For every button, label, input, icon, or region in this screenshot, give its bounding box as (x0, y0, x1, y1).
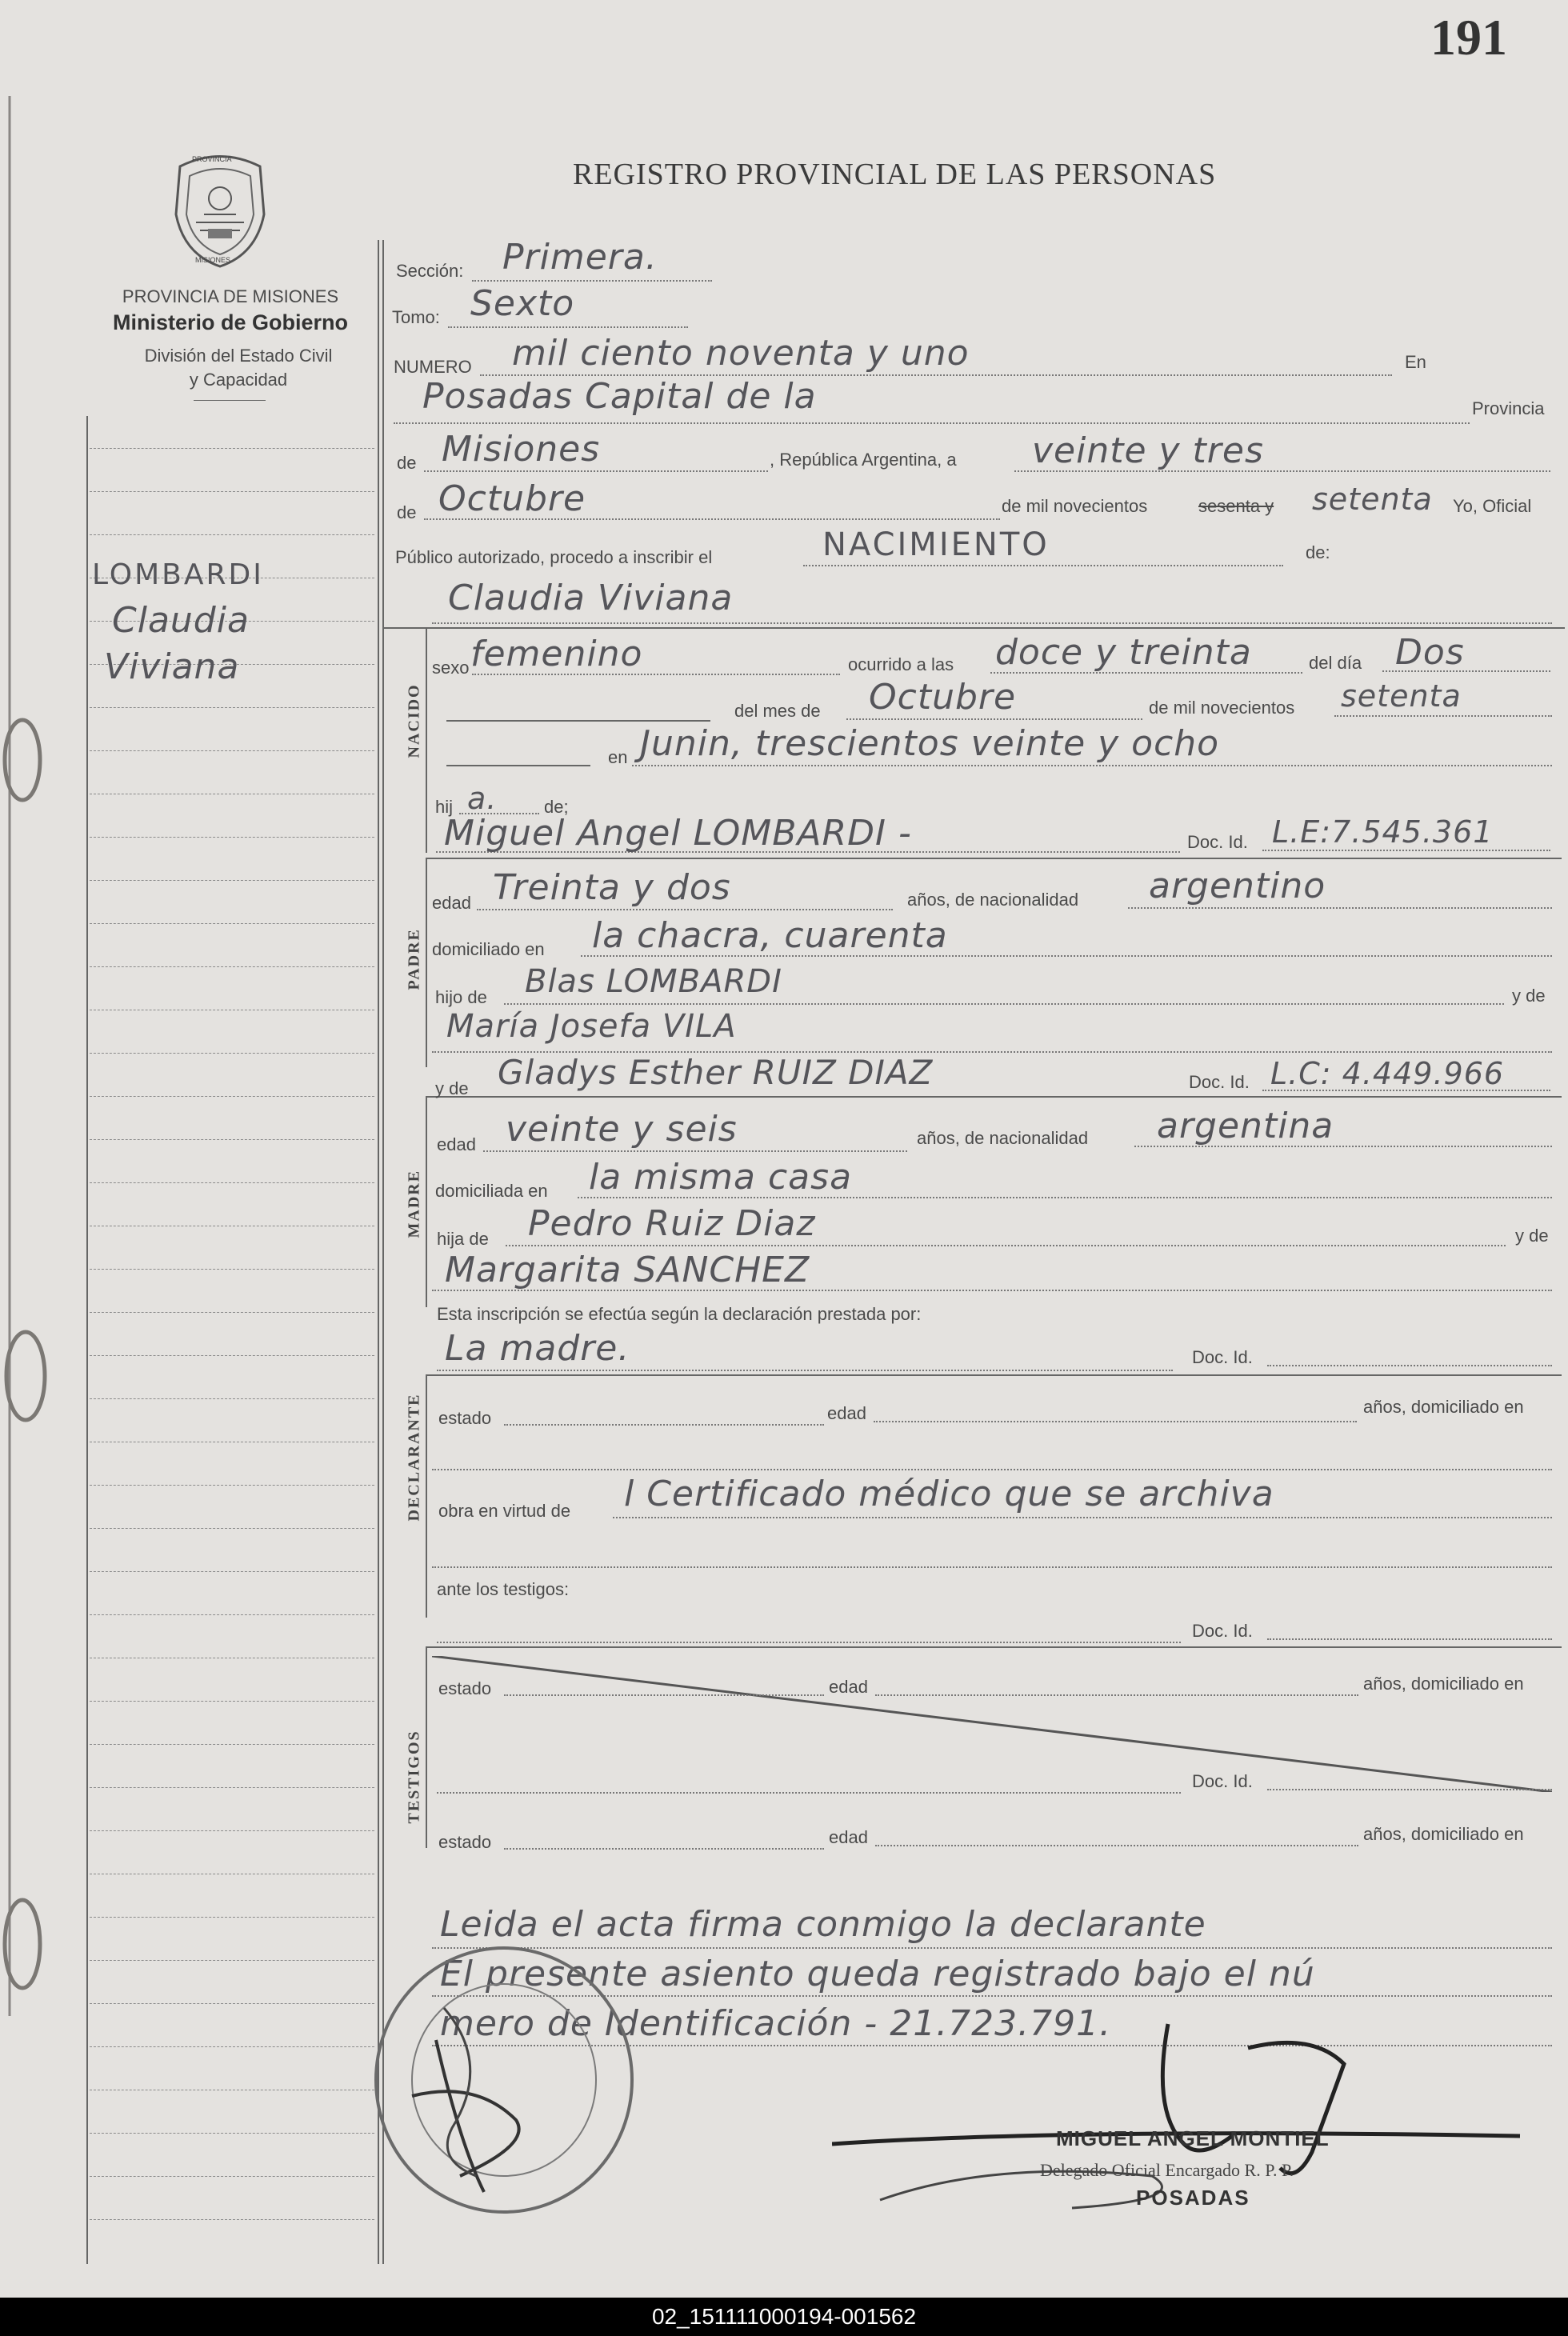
padre-edad-value: Treinta y dos (493, 867, 731, 908)
testigos-label: TESTIGOS (405, 1730, 423, 1824)
margin-rule (90, 1571, 374, 1572)
document-title: REGISTRO PROVINCIAL DE LAS PERSONAS (573, 158, 1217, 191)
madre-dom-value: la misma casa (589, 1157, 853, 1198)
seccion-label: Sección: (396, 261, 464, 281)
padre-nombre-value: Miguel Angel LOMBARDI - (444, 813, 912, 854)
madre-y-de-label-2: y de (1515, 1226, 1549, 1246)
margin-rule (90, 880, 374, 881)
stamp-name: MIGUEL ANGEL MONTIEL (1056, 2126, 1330, 2150)
padre-edad-label: edad (432, 893, 471, 913)
obra-value: l Certificado médico que se archiva (624, 1474, 1274, 1514)
image-id-footer: 02_151111000194-001562 (0, 2298, 1568, 2336)
declarante-value: La madre. (445, 1328, 630, 1369)
margin-rule (90, 1355, 374, 1356)
publico-label: Público autorizado, procedo a inscribir el (395, 547, 713, 567)
margin-rule (90, 534, 374, 535)
madre-y-de-label: y de (435, 1078, 469, 1098)
hij-label: hij (435, 797, 454, 817)
hij-suffix-value: a. (467, 781, 498, 816)
margin-rule (90, 1744, 374, 1745)
margin-rule (90, 1830, 374, 1831)
margin-rule (90, 1614, 374, 1615)
de-mil-label-2: de mil novecientos (1149, 698, 1295, 718)
division-label-2: y Capacidad (189, 370, 288, 390)
official-round-stamp-icon (364, 1936, 644, 2224)
inscripcion-label: Esta inscripción se efectúa según la declaración prestada por: (437, 1304, 922, 1324)
margin-surname: LOMBARDI (92, 558, 264, 591)
margin-rule (90, 1485, 374, 1486)
provincia-value: Misiones (442, 429, 601, 470)
de-label-1: de (397, 453, 417, 473)
de-label-2: de (397, 502, 417, 522)
padre-dom-value: la chacra, cuarenta (592, 915, 948, 956)
padre-padre-value: Blas LOMBARDI (525, 963, 782, 1000)
yo-oficial-label: Yo, Oficial (1453, 496, 1532, 516)
margin-rule (90, 2133, 374, 2134)
margin-rule (90, 923, 374, 924)
padre-hijo-label: hijo de (435, 987, 487, 1007)
ministry-label: Ministerio de Gobierno (112, 310, 349, 334)
margin-rule (90, 1701, 374, 1702)
de-label-4: de; (544, 797, 569, 817)
madre-dom-label: domiciliada en (435, 1181, 548, 1201)
testigo2-doc-label: Doc. Id. (1192, 1771, 1253, 1791)
margin-middlename: Viviana (104, 646, 240, 687)
seal-top-text: PROVINCIA (192, 155, 232, 163)
margin-rule (90, 1269, 374, 1270)
mes-nac-value: Octubre (869, 677, 1017, 718)
margin-rule (90, 1053, 374, 1054)
margin-rule (90, 1096, 374, 1097)
provincia-label: Provincia (1472, 398, 1545, 418)
sexo-label: sexo (432, 658, 470, 678)
margin-rule (90, 1528, 374, 1529)
madre-hija-label: hija de (437, 1229, 489, 1249)
seccion-value: Primera. (502, 237, 658, 278)
madre-edad-label: edad (437, 1134, 476, 1154)
madre-padre-value: Pedro Ruiz Diaz (528, 1203, 816, 1244)
margin-rule (90, 1398, 374, 1399)
testigo2-anos-label: años, domiciliado en (1363, 1824, 1524, 1844)
testigo1-estado-label: estado (438, 1678, 492, 1698)
stamp-role: Delegado Oficial Encargado R. P. P. (1040, 2160, 1294, 2180)
del-dia-label: del día (1309, 653, 1362, 673)
ante-testigos-label: ante los testigos: (437, 1579, 570, 1599)
margin-rule (90, 837, 374, 838)
testigo2-estado-label: estado (438, 1832, 492, 1852)
seal-bottom-text: MISIONES (195, 256, 231, 264)
testigo2-edad-label: edad (829, 1827, 868, 1847)
padre-doc-label: Doc. Id. (1187, 832, 1248, 852)
sexo-value: femenino (470, 634, 643, 674)
margin-rule (90, 966, 374, 967)
declarante-estado-label: estado (438, 1408, 492, 1428)
madre-doc-value: L.C: 4.449.966 (1270, 1056, 1505, 1091)
declarante-label: DECLARANTE (405, 1393, 423, 1522)
de-mil-label: de mil novecientos (1002, 496, 1148, 516)
stamp-city: POSADAS (1136, 2186, 1250, 2210)
margin-rule (90, 1312, 374, 1313)
numero-value: mil ciento noventa y uno (512, 333, 970, 374)
provincial-seal-icon (164, 150, 276, 270)
cierre-linea-2: El presente asiento queda registrado bajo el nú (440, 1954, 1315, 1994)
madre-label: MADRE (405, 1169, 423, 1238)
dia-value: Dos (1395, 632, 1465, 673)
margin-rule (90, 2003, 374, 2004)
testigo1-doc-label: Doc. Id. (1192, 1621, 1253, 1641)
obra-label: obra en virtud de (438, 1501, 571, 1521)
margin-rule (90, 1917, 374, 1918)
tomo-value: Sexto (470, 283, 575, 324)
madre-nac-label: años, de nacionalidad (917, 1128, 1089, 1148)
hora-value: doce y treinta (995, 632, 1252, 673)
sesenta-label: sesenta y (1198, 496, 1274, 516)
madre-madre-value: Margarita SANCHEZ (445, 1250, 810, 1290)
margin-rule (90, 1182, 374, 1183)
numero-label: NUMERO (394, 357, 472, 377)
nombre-value: Claudia Viviana (448, 578, 734, 618)
declarante-anos-label: años, domiciliado en (1363, 1397, 1524, 1417)
en-label-2: en (608, 747, 628, 767)
padre-madre-value: María Josefa VILA (446, 1008, 737, 1045)
margin-rule (90, 2046, 374, 2047)
tomo-label: Tomo: (392, 307, 440, 327)
madre-edad-value: veinte y seis (506, 1109, 738, 1150)
nacido-label: NACIDO (405, 683, 423, 758)
testigo1-anos-label: años, domiciliado en (1363, 1674, 1524, 1694)
del-mes-label: del mes de (734, 701, 821, 721)
madre-nombre-value: Gladys Esther RUIZ DIAZ (498, 1053, 934, 1092)
ocurrido-label: ocurrido a las (848, 654, 954, 674)
madre-doc-label: Doc. Id. (1189, 1072, 1250, 1092)
province-label: PROVINCIA DE MISIONES (122, 286, 339, 306)
margin-rule (90, 1787, 374, 1788)
margin-rule (90, 1139, 374, 1140)
declarante-doc-label: Doc. Id. (1192, 1347, 1253, 1367)
testigo1-edad-label: edad (829, 1677, 868, 1697)
padre-y-de-label: y de (1512, 986, 1546, 1006)
margin-rule (90, 448, 374, 449)
page-number: 191 (1430, 9, 1507, 66)
binding-rings (0, 96, 48, 2016)
margin-rule (90, 491, 374, 492)
en-label: En (1405, 352, 1426, 372)
madre-nac-value: argentina (1157, 1106, 1334, 1146)
margin-firstname: Claudia (112, 600, 250, 641)
division-label-1: División del Estado Civil (144, 346, 333, 366)
de-label-3: de: (1306, 542, 1330, 562)
cierre-linea-3: mero de Identificación - 21.723.791. (440, 2003, 1112, 2044)
anio-nac-value: setenta (1341, 678, 1462, 714)
ciudad-value: Posadas Capital de la (422, 376, 817, 417)
padre-nac-label: años, de nacionalidad (907, 890, 1079, 910)
padre-label: PADRE (405, 928, 423, 990)
padre-doc-value: L.E:7.545.361 (1272, 814, 1494, 850)
margin-rule (90, 707, 374, 708)
fecha-dia-value: veinte y tres (1032, 430, 1264, 471)
anio-value: setenta (1312, 482, 1433, 517)
padre-dom-label: domiciliado en (432, 939, 545, 959)
margin-rule (90, 750, 374, 751)
republica-label: , República Argentina, a (770, 450, 957, 470)
declarante-edad-label: edad (827, 1403, 866, 1423)
lugar-value: Junin, trescientos veinte y ocho (640, 723, 1220, 764)
cierre-linea-1: Leida el acta firma conmigo la declarante (440, 1904, 1206, 1945)
padre-nac-value: argentino (1149, 866, 1326, 906)
margin-rule (90, 2219, 374, 2220)
acto-value: NACIMIENTO (822, 526, 1050, 563)
margin-rule (90, 1960, 374, 1961)
margin-rule (90, 2176, 374, 2177)
mes-value: Octubre (438, 478, 586, 519)
